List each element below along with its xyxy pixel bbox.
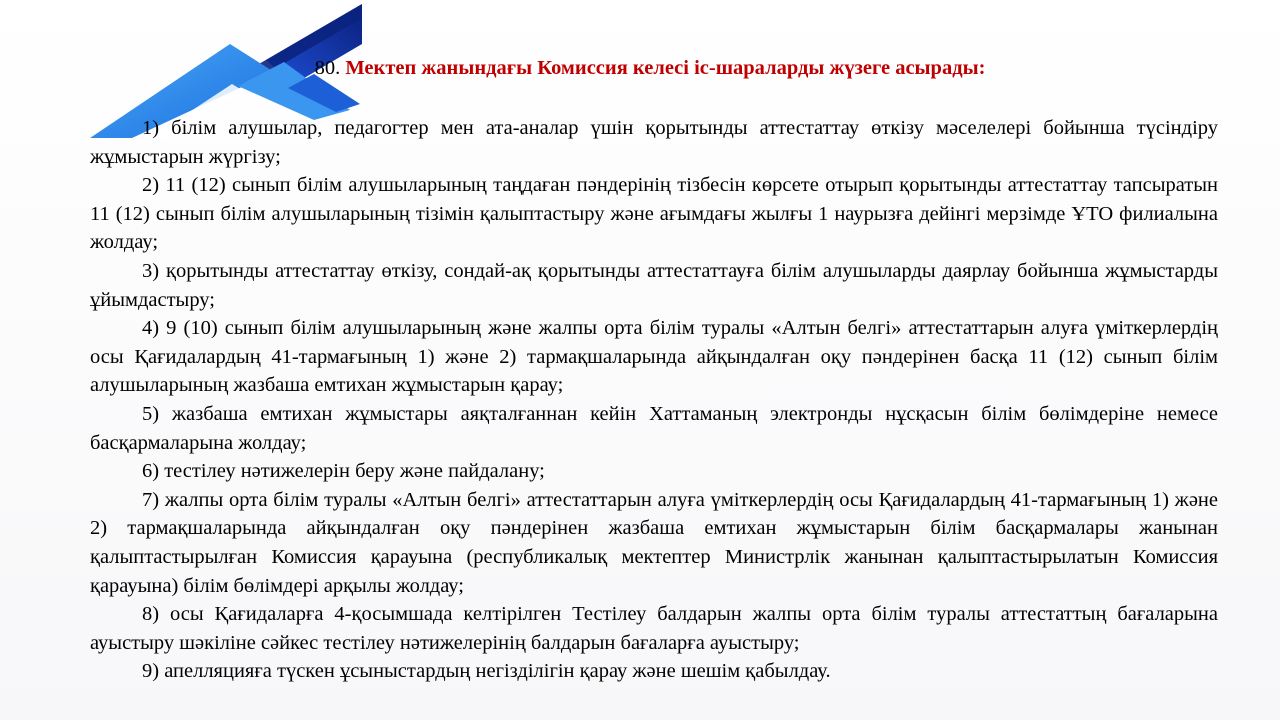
list-item: 7) жалпы орта білім туралы «Алтын белгі» аттестаттарын алуға үміткерлердің осы Қағидалардың 41-тармағының 1) және 2) тармақшаларында айқындалған оқу пәндерінен жазбаша емтихан жұмыстарын білім басқармалары жанынан қалыптастырылған Комиссия қарауына (республикалық мектептер Министрлік жанынан қалыптастырылатын Комиссия қарауына) білім бөлімдері арқылы жолдау; bbox=[90, 488, 1218, 597]
list-item: 5) жазбаша емтихан жұмыстары аяқталғаннан кейін Хаттаманың электронды нұсқасын білім бөлімдеріне немесе басқармаларына жолдау; bbox=[90, 402, 1218, 454]
list-item: 3) қорытынды аттестаттау өткізу, сондай-ақ қорытынды аттестаттауға білім алушыларды даярлау бойынша жұмыстарды ұйымдастыру; bbox=[90, 259, 1218, 311]
title-text: Мектеп жанындағы Комиссия келесі іс-шараларды жүзеге асырады: bbox=[345, 57, 986, 79]
page-title bbox=[0, 53, 1280, 83]
list-item: 6) тестілеу нәтижелерін беру және пайдалану; bbox=[142, 460, 545, 483]
list-item: 8) осы Қағидаларға 4-қосымшада келтірілген Тестілеу балдарын жалпы орта білім туралы аттестаттың бағаларына ауыстыру шәкіліне сәйкес тестілеу нәтижелерінің балдарын бағаларға ауыстыру; bbox=[90, 603, 1218, 654]
list-item: 4) 9 (10) сынып білім алушыларының және жалпы орта білім туралы «Алтын белгі» аттестаттарын алуға үміткерлердің осы Қағидалардың 41-тармағының 1) және 2) тармақшаларында айқындалған оқу пәндерінен басқа 11 (12) сынып білім алушыларының жазбаша емтихан жұмыстарын қарау; bbox=[90, 317, 1218, 397]
title-number: 80. bbox=[314, 57, 341, 79]
item-list bbox=[90, 114, 1218, 686]
list-item: 9) апелляцияға түскен ұсыныстардың негізділігін қарау және шешім қабылдау. bbox=[142, 660, 831, 683]
list-item: 1) білім алушылар, педагогтер мен ата-аналар үшін қорытынды аттестаттау өткізу мәселелері бойынша түсіндіру жұмыстарын жүргізу; bbox=[90, 117, 1218, 168]
list-item: 2) 11 (12) сынып білім алушыларының таңдаған пәндерінің тізбесін көрсете отырып қорытынды аттестаттау тапсыратын 11 (12) сынып білім алушыларының тізімін қалыптастыру және ағымдағы жылғы 1 наурызға дейінгі мерзімде ҰТО филиалына жолдау; bbox=[90, 174, 1218, 254]
